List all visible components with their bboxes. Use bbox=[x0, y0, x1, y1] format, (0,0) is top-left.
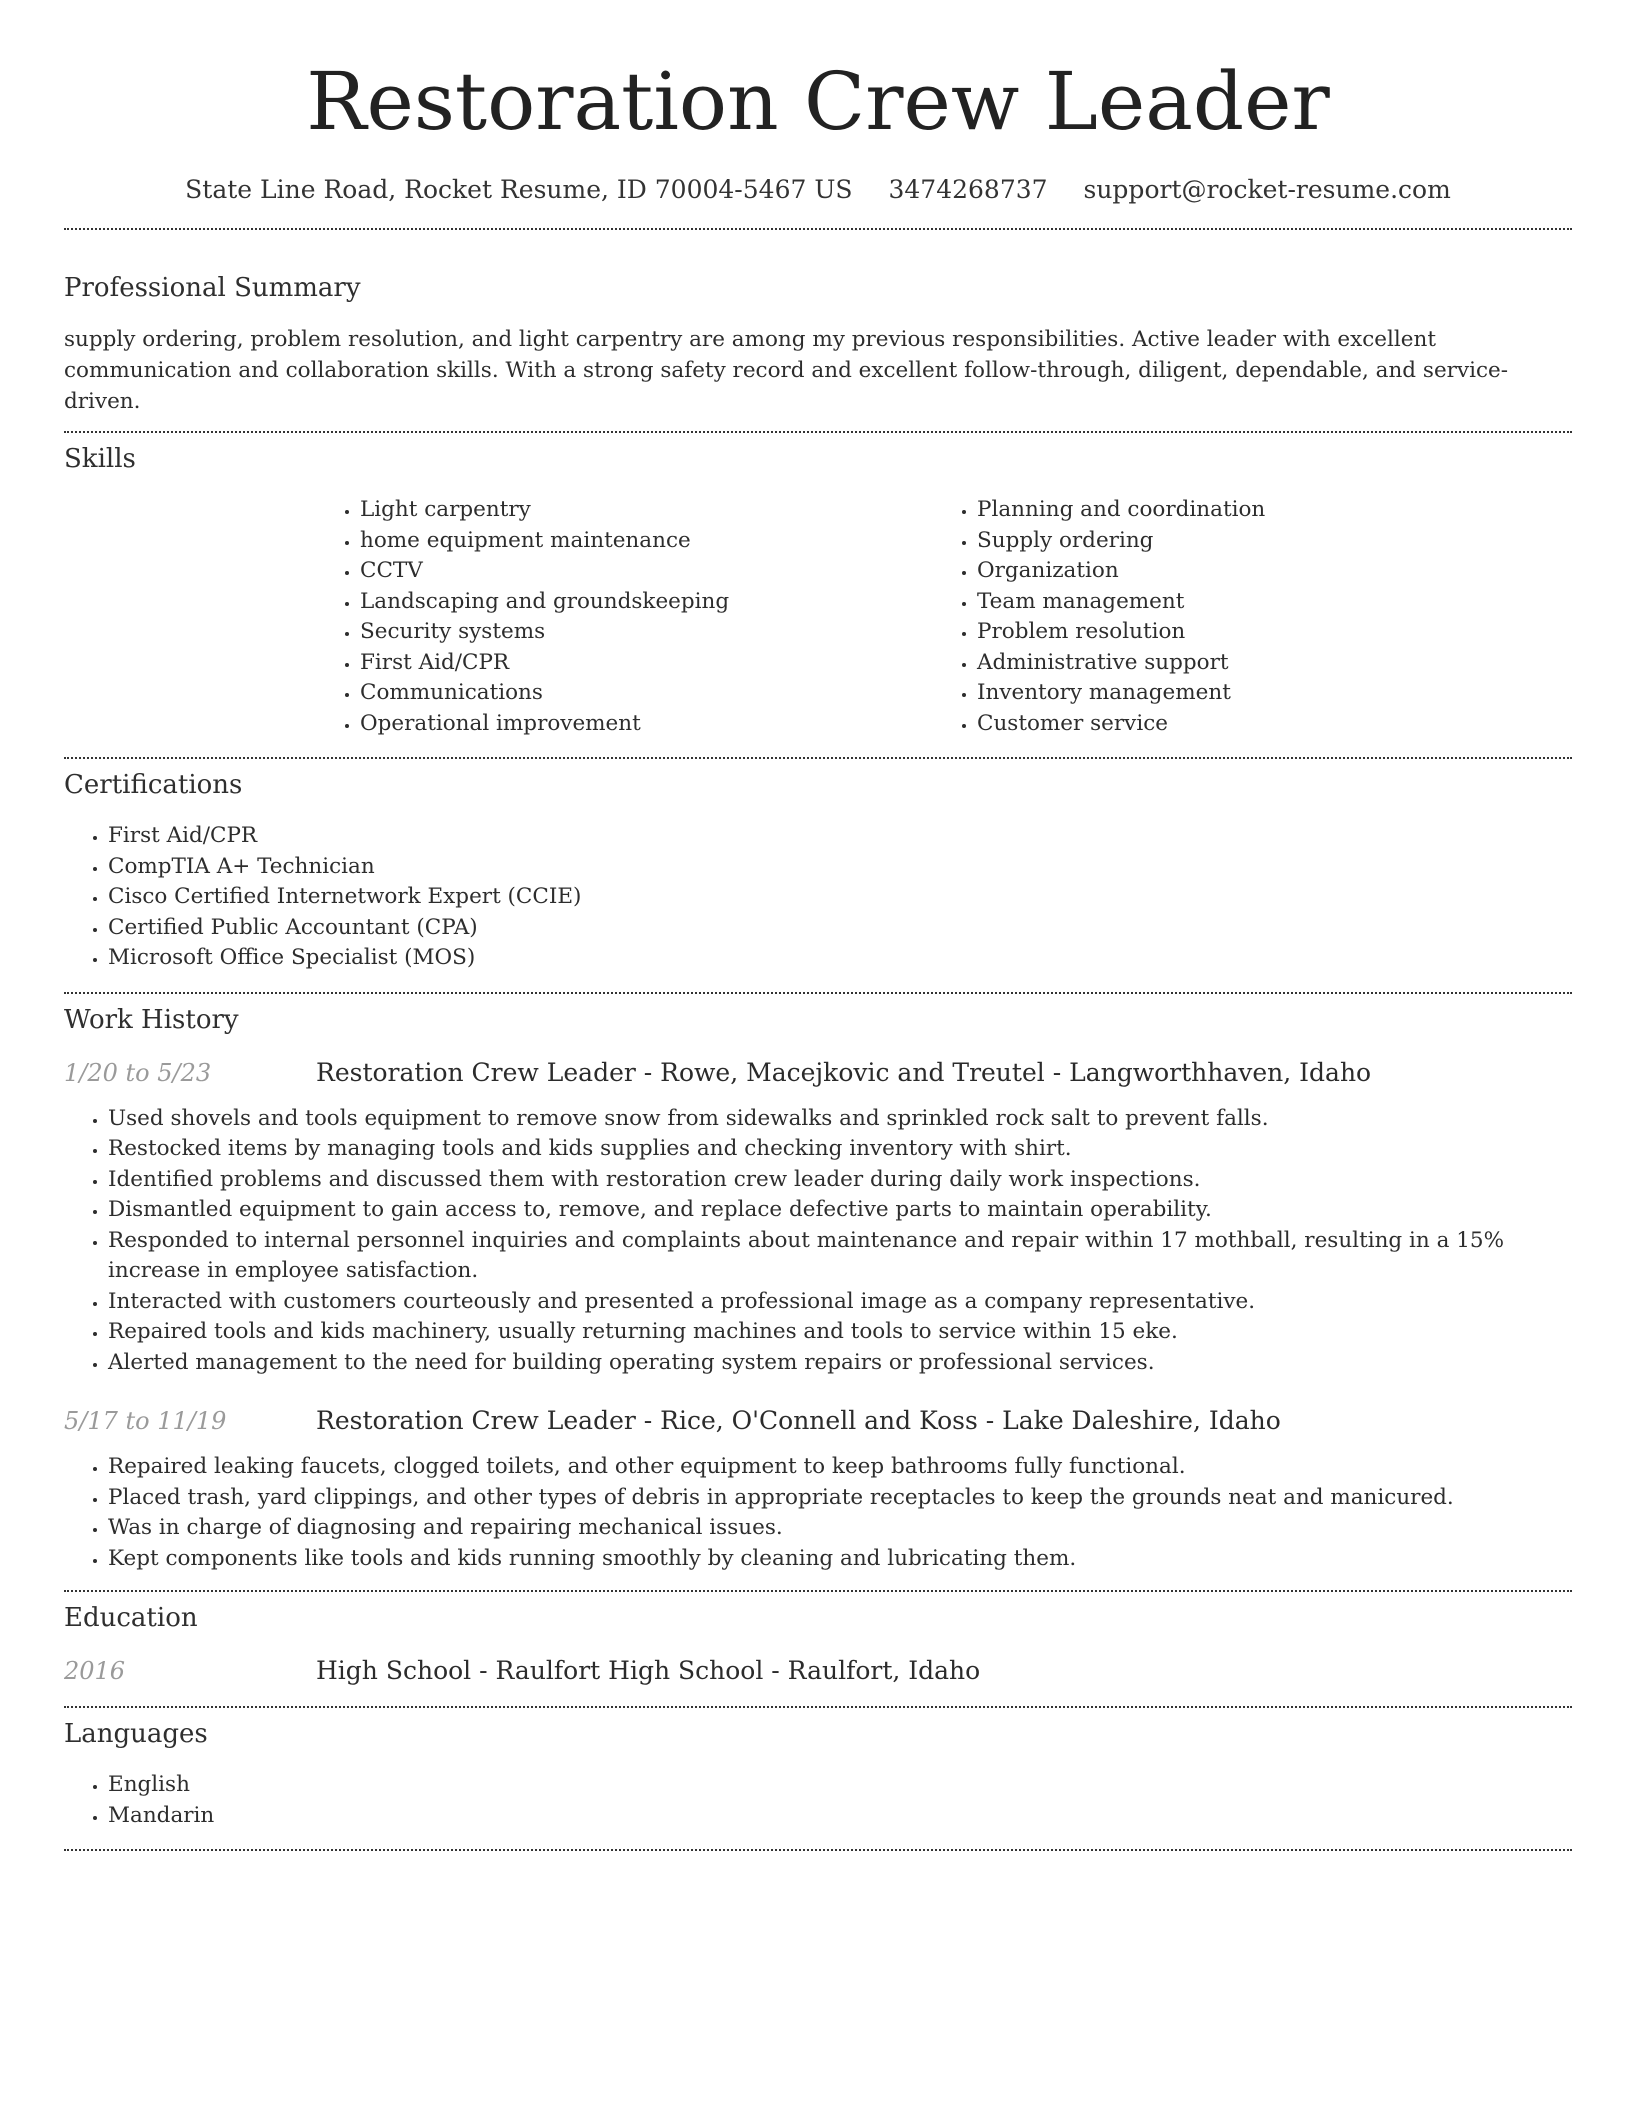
list-item: • Planning and coordination bbox=[977, 495, 1550, 526]
list-item: • Was in charge of diagnosing and repairing mechanical issues. bbox=[108, 1513, 1572, 1544]
list-item: • Security systems bbox=[360, 617, 933, 648]
work-history-section bbox=[64, 994, 1572, 1575]
skills-title: Skills bbox=[64, 444, 136, 474]
list-item: • Placed trash, yard clippings, and other types of debris in appropriate receptacles to keep the grounds neat and manicured. bbox=[108, 1483, 1572, 1514]
job-header bbox=[64, 1056, 1572, 1090]
list-item: • Team management bbox=[977, 587, 1550, 618]
list-item: • Repaired tools and kids machinery, usually returning machines and tools to service within 15 eke. bbox=[108, 1317, 1572, 1348]
skills-columns bbox=[316, 495, 1572, 739]
education-title: Education bbox=[64, 1603, 198, 1633]
education-section bbox=[64, 1592, 1572, 1688]
job-bullets bbox=[64, 1104, 1572, 1379]
languages-list bbox=[64, 1770, 1572, 1831]
list-item: • Restocked items by managing tools and kids supplies and checking inventory with shirt. bbox=[108, 1134, 1572, 1165]
languages-section bbox=[64, 1708, 1572, 1831]
list-item: • Operational improvement bbox=[360, 709, 933, 740]
list-item: • CCTV bbox=[360, 556, 933, 587]
summary-section bbox=[64, 230, 1572, 417]
list-item: • home equipment maintenance bbox=[360, 526, 933, 557]
skills-section bbox=[64, 433, 1572, 739]
list-item: • Certified Public Accountant (CPA) bbox=[108, 913, 1572, 944]
list-item: • Alerted management to the need for building operating system repairs or professional services. bbox=[108, 1348, 1572, 1379]
list-item: • English bbox=[108, 1770, 1572, 1801]
list-item: • Problem resolution bbox=[977, 617, 1550, 648]
list-item: • Customer service bbox=[977, 709, 1550, 740]
list-item: • Dismantled equipment to gain access to, remove, and replace defective parts to maintain operability. bbox=[108, 1195, 1572, 1226]
list-item: • First Aid/CPR bbox=[108, 821, 1572, 852]
list-item: • Microsoft Office Specialist (MOS) bbox=[108, 943, 1572, 974]
education-entry bbox=[64, 1654, 1572, 1688]
list-item: • Repaired leaking faucets, clogged toilets, and other equipment to keep bathrooms fully functional. bbox=[108, 1452, 1572, 1483]
job-header bbox=[64, 1404, 1572, 1438]
job-entry bbox=[64, 1056, 1572, 1379]
list-item: • Organization bbox=[977, 556, 1550, 587]
list-item: • Supply ordering bbox=[977, 526, 1550, 557]
list-item: • First Aid/CPR bbox=[360, 648, 933, 679]
job-heading: Restoration Crew Leader - Rowe, Macejkovic and Treutel - Langworthhaven, Idaho bbox=[316, 1057, 1372, 1087]
resume-page bbox=[64, 0, 1572, 1851]
list-item: • Responded to internal personnel inquiries and complaints about maintenance and repair within 17 mothball, resulting in a 15% increase in employee satisfaction. bbox=[108, 1226, 1572, 1287]
summary-text: supply ordering, problem resolution, and light carpentry are among my previous responsibilities. Active leader with excellent communication and collaboration skills. With a strong safety record and excellent follow-through, diligent, dependable, and service-driven. bbox=[64, 327, 1508, 414]
skills-column-right bbox=[933, 495, 1550, 739]
certifications-list bbox=[64, 821, 1572, 974]
list-item: • Kept components like tools and kids running smoothly by cleaning and lubricating them. bbox=[108, 1544, 1572, 1575]
list-item: • Used shovels and tools equipment to remove snow from sidewalks and sprinkled rock salt to prevent falls. bbox=[108, 1104, 1572, 1135]
contact-line bbox=[64, 172, 1572, 208]
job-entry bbox=[64, 1404, 1572, 1574]
contact-phone: 3474268737 bbox=[888, 175, 1048, 204]
certifications-section bbox=[64, 759, 1572, 974]
education-year: 2016 bbox=[64, 1657, 126, 1685]
languages-title: Languages bbox=[64, 1719, 208, 1749]
section-divider bbox=[64, 1849, 1572, 1851]
list-item: • Light carpentry bbox=[360, 495, 933, 526]
list-item: • CompTIA A+ Technician bbox=[108, 852, 1572, 883]
list-item: • Mandarin bbox=[108, 1801, 1572, 1832]
list-item: • Inventory management bbox=[977, 678, 1550, 709]
resume-name: Restoration Crew Leader bbox=[306, 55, 1330, 148]
list-item: • Administrative support bbox=[977, 648, 1550, 679]
list-item: • Identified problems and discussed them with restoration crew leader during daily work inspections. bbox=[108, 1165, 1572, 1196]
contact-email: support@rocket-resume.com bbox=[1083, 175, 1451, 204]
list-item: • Cisco Certified Internetwork Expert (CCIE) bbox=[108, 882, 1572, 913]
list-item: • Communications bbox=[360, 678, 933, 709]
skills-list-right bbox=[933, 495, 1550, 739]
summary-title: Professional Summary bbox=[64, 273, 361, 303]
certifications-title: Certifications bbox=[64, 770, 243, 800]
job-dates: 1/20 to 5/23 bbox=[64, 1058, 212, 1087]
list-item: • Interacted with customers courteously and presented a professional image as a company representative. bbox=[108, 1287, 1572, 1318]
job-dates: 5/17 to 11/19 bbox=[64, 1407, 227, 1435]
skills-column-left bbox=[316, 495, 933, 739]
list-item: • Landscaping and groundskeeping bbox=[360, 587, 933, 618]
skills-list-left bbox=[316, 495, 933, 739]
contact-address: State Line Road, Rocket Resume, ID 70004-5467 US bbox=[185, 175, 853, 204]
job-heading: Restoration Crew Leader - Rice, O'Connell and Koss - Lake Daleshire, Idaho bbox=[316, 1406, 1281, 1435]
education-heading: High School - Raulfort High School - Raulfort, Idaho bbox=[316, 1656, 981, 1685]
work-history-title: Work History bbox=[64, 1004, 239, 1035]
job-bullets bbox=[64, 1452, 1572, 1574]
